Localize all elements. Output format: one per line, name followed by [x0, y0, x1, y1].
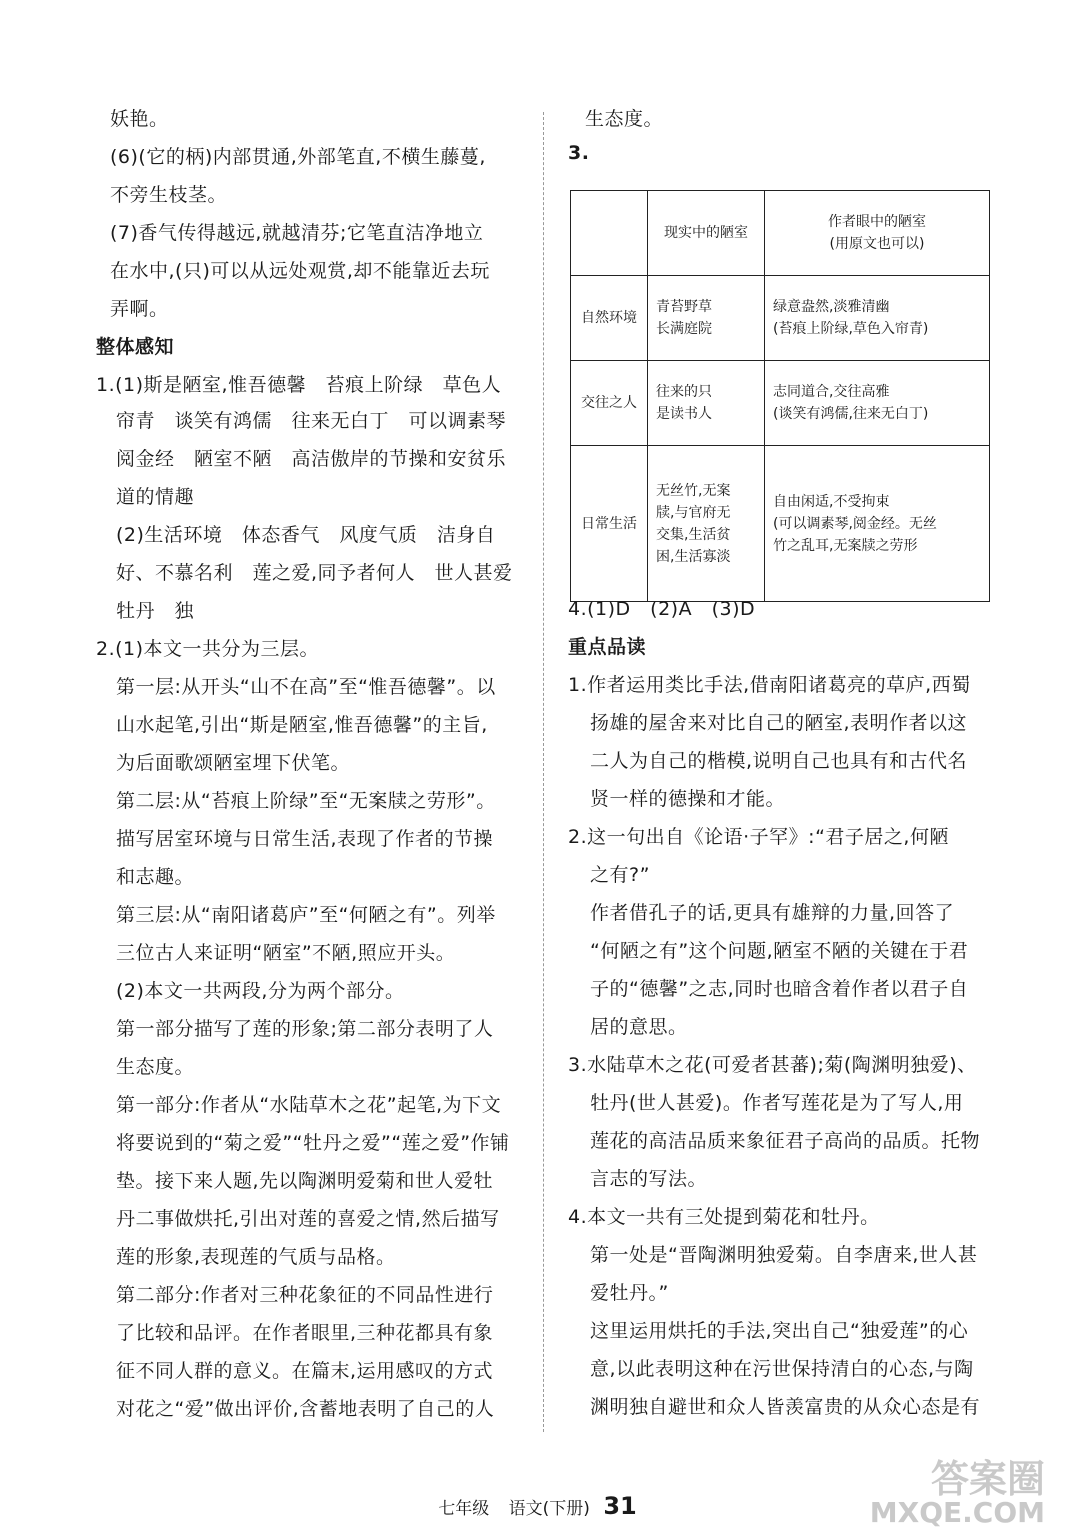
text-line: 第二部分:作者对三种花象征的不同品性进行	[116, 1284, 494, 1306]
section-heading: 重点品读	[568, 636, 647, 658]
text-line: 帘青 谈笑有鸿儒 往来无白丁 可以调素琴	[116, 410, 507, 432]
table-header-cell	[571, 191, 648, 276]
text-line: 丹二事做烘托,引出对莲的喜爱之情,然后描写	[116, 1208, 500, 1230]
text-line: (2)生活环境 体态香气 风度气质 洁身自	[116, 524, 496, 546]
page-number: 31	[603, 1492, 637, 1520]
footer-subject: 语文(下册)	[508, 1499, 590, 1519]
text-line: (2)本文一共两段,分为两个部分。	[116, 980, 405, 1002]
section-heading: 整体感知	[96, 336, 175, 358]
watermark-logo	[865, 1457, 1045, 1532]
text-line: (6)(它的柄)内部贯通,外部笔直,不横生藤蔓,	[110, 146, 486, 168]
watermark-text: 答案圈	[930, 1457, 1045, 1501]
footer-grade: 七年级	[438, 1499, 490, 1519]
text-line: 渊明独自避世和众人皆羡富贵的从众心态是有	[590, 1396, 981, 1418]
table-cell: 往来的只 是读书人	[648, 361, 765, 446]
text-line: 第一部分:作者从“水陆草木之花”起笔,为下文	[116, 1094, 502, 1116]
text-line: 不旁生枝茎。	[110, 184, 228, 206]
table-header-cell: 作者眼中的陋室 (用原文也可以)	[765, 191, 990, 276]
text-line: 扬雄的屋舍来对比自己的陋室,表明作者以这	[590, 712, 968, 734]
text-line: 三位古人来证明“陋室”不陋,照应开头。	[116, 942, 456, 964]
text-line: 好、不慕名利 莲之爱,同予者何人 世人甚爱	[116, 562, 513, 584]
column-divider	[543, 112, 544, 1432]
table-row	[571, 446, 990, 602]
text-line: 第一部分描写了莲的形象;第二部分表明了人	[116, 1018, 494, 1040]
text-line: 垫。接下来人题,先以陶渊明爱菊和世人爱牡	[116, 1170, 494, 1192]
text-line: 子的“德馨”之志,同时也暗含着作者以君子自	[590, 978, 969, 1000]
table-cell: 自由闲适,不受拘束 (可以调素琴,阅金经。无丝 竹之乱耳,无案牍之劳形	[765, 446, 990, 602]
text-line: 生态度。	[116, 1056, 195, 1078]
text-line: 作者借孔子的话,更具有雄辩的力量,回答了	[590, 902, 955, 924]
text-line: 之有?”	[590, 864, 650, 886]
text-line: 道的情趣	[116, 486, 195, 508]
text-line: 贤一样的德操和才能。	[590, 788, 786, 810]
text-line: 这里运用烘托的手法,突出自己“独爱莲”的心	[590, 1320, 969, 1342]
text-line: 4.本文一共有三处提到菊花和牡丹。	[568, 1206, 880, 1228]
text-line: 第二层:从“苔痕上阶绿”至“无案牍之劳形”。	[116, 790, 496, 812]
table-cell: 绿意盎然,淡雅清幽 (苔痕上阶绿,草色入帘青)	[765, 276, 990, 361]
table-cell: 志同道合,交往高雅 (谈笑有鸿儒,往来无白丁)	[765, 361, 990, 446]
text-line: 了比较和品评。在作者眼里,三种花都具有象	[116, 1322, 494, 1344]
text-line: (7)香气传得越远,就越清芬;它笔直洁净地立	[110, 222, 484, 244]
text-line: 莲的形象,表现莲的气质与品格。	[116, 1246, 396, 1268]
text-line: 2.(1)本文一共分为三层。	[96, 638, 320, 660]
text-line: 描写居室环境与日常生活,表现了作者的节操	[116, 828, 494, 850]
table-header-row	[571, 191, 990, 276]
text-line: 意,以此表明这种在污世保持清白的心态,与陶	[590, 1358, 974, 1380]
text-line: 征不同人群的意义。在篇末,运用感叹的方式	[116, 1360, 494, 1382]
text-line: 为后面歌颂陋室埋下伏笔。	[116, 752, 351, 774]
text-line: 3.水陆草木之花(可爱者甚蕃);菊(陶渊明独爱)、	[568, 1054, 977, 1076]
text-line: 生态度。	[585, 108, 664, 130]
text-line: 居的意思。	[590, 1016, 688, 1038]
text-line: 阅金经 陋室不陋 高洁傲岸的节操和安贫乐	[116, 448, 507, 470]
text-line: 言志的写法。	[590, 1168, 708, 1190]
table-header-cell: 现实中的陋室	[648, 191, 765, 276]
text-line: 和志趣。	[116, 866, 195, 888]
text-line: 妖艳。	[110, 108, 169, 130]
table-row	[571, 276, 990, 361]
text-line: “何陋之有”这个问题,陋室不陋的关键在于君	[590, 940, 969, 962]
text-line: 莲花的高洁品质来象征君子高尚的品质。托物	[590, 1130, 981, 1152]
table-cell: 无丝竹,无案 牍,与官府无 交集,生活贫 困,生活寡淡	[648, 446, 765, 602]
text-line: 1.作者运用类比手法,借南阳诸葛亮的草庐,西蜀	[568, 674, 971, 696]
watermark-url: MXQE.COM	[869, 1496, 1045, 1529]
text-line: 第三层:从“南阳诸葛庐”至“何陋之有”。列举	[116, 904, 496, 926]
table-cell: 自然环境	[571, 276, 648, 361]
text-line: 二人为自己的楷模,说明自己也具有和古代名	[590, 750, 968, 772]
table-cell: 交往之人	[571, 361, 648, 446]
text-line: 牡丹(世人甚爱)。作者写莲花是为了写人,用	[590, 1092, 964, 1114]
text-line: 4.(1)D (2)A (3)D	[568, 598, 756, 620]
text-line: 爱牡丹。”	[590, 1282, 669, 1304]
text-line: 牡丹 独	[116, 600, 195, 622]
text-line: 对花之“爱”做出评价,含蓄地表明了自己的人	[116, 1398, 495, 1420]
table-cell: 青苔野草 长满庭院	[648, 276, 765, 361]
text-line: 2.这一句出自《论语·子罕》:“君子居之,何陋	[568, 826, 949, 848]
text-line: 第一处是“晋陶渊明独爱菊。自李唐来,世人甚	[590, 1244, 978, 1266]
section-heading: 3.	[568, 142, 590, 164]
text-line: 第一层:从开头“山不在高”至“惟吾德馨”。以	[116, 676, 496, 698]
text-line: 弄啊。	[110, 298, 169, 320]
comparison-table	[570, 190, 990, 602]
text-line: 1.(1)斯是陋室,惟吾德馨 苔痕上阶绿 草色人	[96, 374, 502, 396]
text-line: 将要说到的“菊之爱”“牡丹之爱”“莲之爱”作铺	[116, 1132, 510, 1154]
table-cell: 日常生活	[571, 446, 648, 602]
text-line: 在水中,(只)可以从远处观赏,却不能靠近去玩	[110, 260, 490, 282]
table-row	[571, 361, 990, 446]
text-line: 山水起笔,引出“斯是陋室,惟吾德馨”的主旨,	[116, 714, 488, 736]
